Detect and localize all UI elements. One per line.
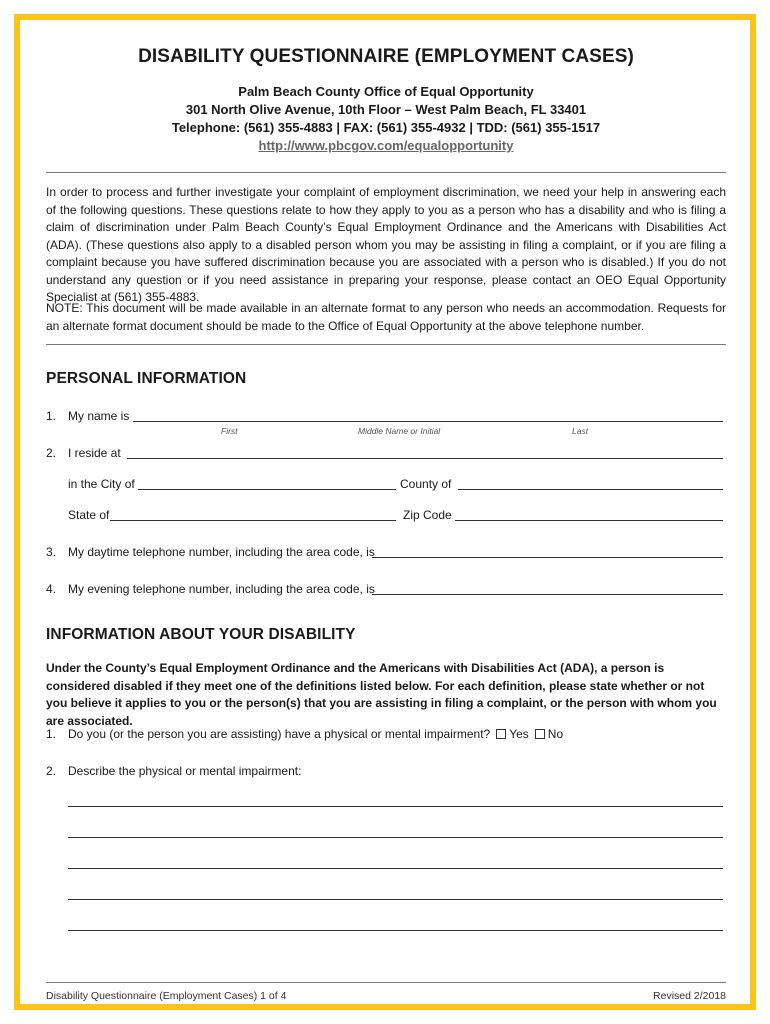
question-number: 2.: [46, 764, 57, 778]
personal-information-heading: PERSONAL INFORMATION: [46, 370, 247, 387]
impairment-description-line[interactable]: [68, 899, 723, 900]
yes-checkbox[interactable]: [496, 729, 506, 739]
address-row: [46, 446, 726, 462]
impairment-question: [68, 727, 563, 741]
question-number: 4.: [46, 582, 57, 596]
county-label: County of: [400, 477, 452, 491]
city-county-row: [46, 477, 726, 493]
street-address-field[interactable]: [127, 458, 723, 459]
middle-name-caption: Middle Name or Initial: [358, 426, 441, 436]
impairment-description-line[interactable]: [68, 868, 723, 869]
question-number: 1.: [46, 409, 57, 423]
evening-phone-label: My evening telephone number, including the area code, is: [68, 582, 375, 596]
zip-field[interactable]: [455, 520, 723, 521]
name-field[interactable]: [133, 421, 723, 422]
document-title: DISABILITY QUESTIONNAIRE (EMPLOYMENT CASES): [138, 46, 634, 67]
impairment-description-line[interactable]: [68, 930, 723, 931]
disability-heading: INFORMATION ABOUT YOUR DISABILITY: [46, 626, 356, 643]
last-name-caption: Last: [572, 426, 589, 436]
daytime-phone-label: My daytime telephone number, including the area code, is: [68, 545, 375, 559]
document-page: [14, 14, 756, 1010]
name-row: [46, 409, 726, 425]
county-field[interactable]: [458, 489, 723, 490]
impairment-description-line[interactable]: [68, 837, 723, 838]
city-label: in the City of: [68, 477, 135, 491]
footer-divider: [46, 982, 726, 983]
first-name-caption: First: [221, 426, 238, 436]
daytime-phone-field[interactable]: [372, 557, 723, 558]
office-phones: Telephone: (561) 355-4883 | FAX: (561) 355-4932 | TDD: (561) 355-1517: [171, 120, 601, 135]
yes-label: Yes: [509, 727, 529, 741]
no-label: No: [547, 727, 564, 741]
zip-label: Zip Code: [403, 508, 452, 522]
accommodation-note: NOTE: This document will be made available in an alternate format to any person who needs an accommodation. Requests for an alternate format document should be made to the Office of Equal Opportunity at the above telephone number.: [46, 301, 726, 333]
state-zip-row: [46, 508, 726, 524]
state-field[interactable]: [110, 520, 396, 521]
divider: [46, 344, 726, 345]
no-checkbox[interactable]: [535, 729, 545, 739]
evening-phone-row: [46, 582, 726, 598]
impairment-question-text: Do you (or the person you are assisting) have a physical or mental impairment?: [68, 727, 491, 741]
state-label: State of: [68, 508, 110, 522]
divider: [46, 172, 726, 173]
address-label: I reside at: [68, 446, 121, 460]
evening-phone-field[interactable]: [372, 594, 723, 595]
city-field[interactable]: [138, 489, 396, 490]
question-number: 1.: [46, 727, 57, 741]
footer-page-info: Disability Questionnaire (Employment Cases) 1 of 4: [46, 990, 287, 1002]
disability-intro: Under the County’s Equal Employment Ordinance and the Americans with Disabilities Act (ADA), a person is considered disabled if they meet one of the definitions listed below. For each definition, please state whether or not you believe it applies to you or the person(s) that you are assisting in filing a complaint, or the person with whom you are associated.: [46, 661, 717, 728]
footer-revision: Revised 2/2018: [653, 990, 726, 1002]
office-website-link[interactable]: http://www.pbcgov.com/equalopportunity: [258, 138, 514, 153]
office-address: 301 North Olive Avenue, 10th Floor – West Palm Beach, FL 33401: [185, 102, 587, 117]
office-name: Palm Beach County Office of Equal Opportunity: [238, 84, 534, 99]
impairment-description-line[interactable]: [68, 806, 723, 807]
question-number: 3.: [46, 545, 57, 559]
intro-paragraph: In order to process and further investigate your complaint of employment discrimination, we need your help in answering each of the following questions. These questions relate to how they apply to you as a person who has a disability and who is filing a claim of discrimination under Palm Beach County’s Equal Employment Ordinance and the Americans with Disabilities Act (ADA). (These questions also apply to a disabled person whom you may be assisting in filing a complaint, or if you are filing a complaint because you have suffered discrimination because you are associated with a person who is disabled.) If you do not understand any question or if you need assistance in preparing your response, please contact an OEO Equal Opportunity Specialist at (561) 355-4883.: [46, 185, 726, 304]
question-number: 2.: [46, 446, 57, 460]
name-label: My name is: [68, 409, 130, 423]
impairment-question-row: [46, 727, 726, 743]
describe-impairment-row: [46, 764, 726, 780]
daytime-phone-row: [46, 545, 726, 561]
describe-impairment-label: Describe the physical or mental impairment:: [68, 764, 302, 778]
